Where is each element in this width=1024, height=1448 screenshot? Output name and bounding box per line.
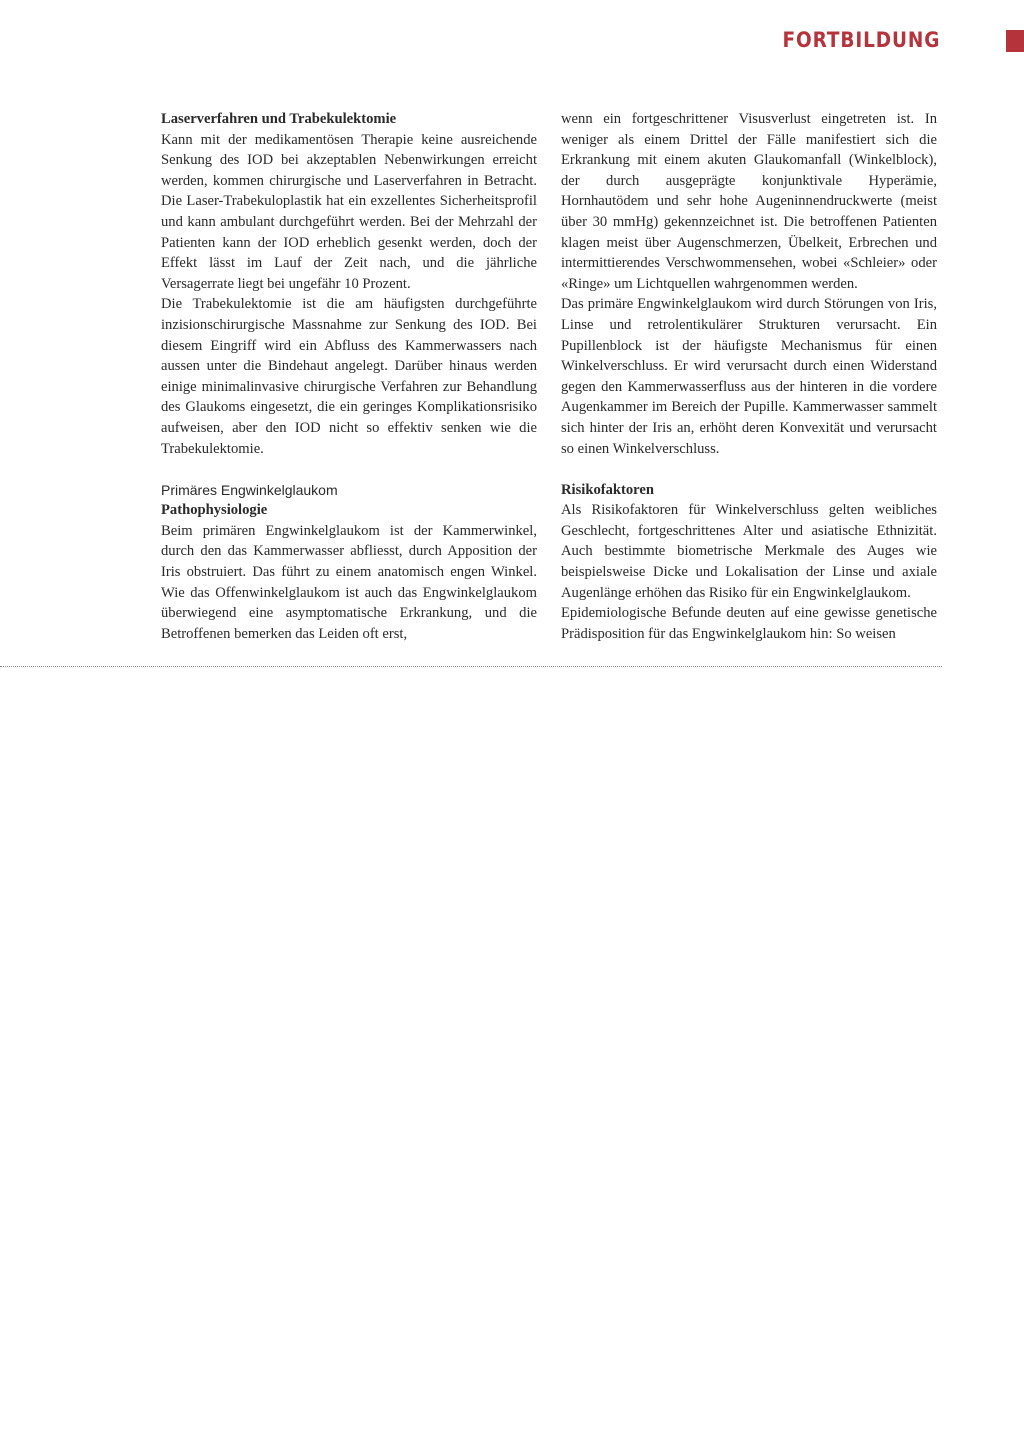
paragraph-pathophysiology: Beim primären Engwinkelglaukom ist der Kammerwinkel, durch den das Kammerwasser abfliesst, durch Apposition der Iris obstruiert. Das führt zu einem anatomisch engen Winkel. Wie das Offenwinkelglaukom ist auch das Engwinkelglaukom überwiegend eine asymptomatische Erkrankung, und die Betroffenen bemerken das Leiden oft erst, (161, 522, 537, 642)
paragraph-epidemiology: Epidemiologische Befunde deuten auf eine gewisse genetische Prädisposition für das Engwinkelglaukom hin: So weisen (561, 605, 937, 642)
paragraph-primary-mechanism: Das primäre Engwinkelglaukom wird durch Störungen von Iris, Linse und retrolentikulärer Strukturen verursacht. Ein Pupillenblock ist der häufigste Mechanismus für einen Winkelverschluss. Er wird verursacht durch einen Widerstand gegen den Kammerwasserfluss aus der hinteren in die vordere Augenkammer im Bereich der Pupille. Kammerwasser sammelt sich hinter der Iris an, erhöht deren Konvexität und verursacht so einen Winkelverschluss. (561, 296, 937, 457)
section-marker-block (1006, 30, 1024, 52)
heading-pathophysiology: Pathophysiologie (161, 502, 268, 519)
paragraph-laser: Kann mit der medikamentösen Therapie keine ausreichende Senkung des IOD bei akzeptablen Nebenwirkungen erreicht werden, kommen chirurgische und Laserverfahren in Betracht. Die Laser-Trabekuloplastik hat ein exzellentes Sicherheitsprofil und kann ambulant durchgeführt werden. Bei der Mehrzahl der Patienten kann der IOD erheblich gesenkt werden, doch der Effekt lässt im Lauf der Zeit nach, und die jährliche Versagerrate liegt bei ungefähr 10 Prozent. (161, 131, 537, 292)
heading-laser: Laserverfahren und Trabekulektomie (161, 111, 397, 127)
paragraph-risk-factors: Als Risikofaktoren für Winkelverschluss gelten weibliches Geschlecht, fortgeschrittenes Alter und asiatische Ethnizität. Auch bestimmte biometrische Merkmale des Auges wie beispielsweise Dicke und Lokalisation der Linse und axiale Augenlänge erhöhen das Risiko für ein Engwinkelglaukom. (561, 502, 937, 601)
left-column (161, 109, 537, 644)
paragraph-continuation: wenn ein fortgeschrittener Visusverlust eingetreten ist. In weniger als einem Drittel der Fälle manifestiert sich die Erkrankung mit einem akuten Glaukomanfall (Winkelblock), der durch ausgeprägte konjunktivale Hyperämie, Hornhautödem und sehr hohe Augeninnendruckwerte (meist über 30 mmHg) gekennzeichnet ist. Die betroffenen Patienten klagen meist über Augenschmerzen, Übelkeit, Erbrechen und intermittierendes Verschwommensehen, wobei «Schleier» oder «Ringe» um Lichtquellen wahrgenommen werden. (561, 111, 937, 292)
right-column (561, 109, 937, 644)
section-label: FORTBILDUNG (782, 28, 940, 52)
dotted-divider (0, 666, 942, 667)
paragraph-trabekulektomie: Die Trabekulektomie ist die am häufigsten durchgeführte inzisionschirurgische Massnahme zur Senkung des IOD. Bei diesem Eingriff wird ein Abfluss des Kammerwassers nach aussen unter die Bindehaut angelegt. Darüber hinaus werden einige minimalinvasive chirurgische Verfahren zur Behandlung des Glaukoms eingesetzt, die ein geringes Komplikationsrisiko aufweisen, aber den IOD nicht so effektiv senken wie die Trabekulektomie. (161, 296, 537, 457)
heading-risk-factors: Risikofaktoren (561, 481, 654, 498)
heading-primary-angle-closure: Primäres Engwinkelglaukom (161, 481, 338, 498)
